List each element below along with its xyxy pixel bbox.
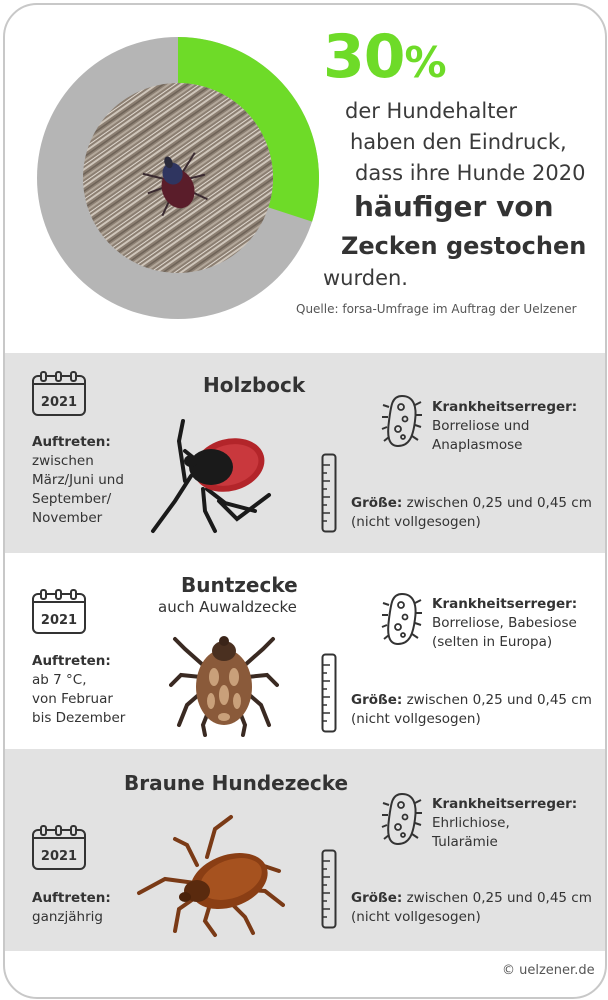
bacteria-icon <box>381 591 423 647</box>
occurrence-line: ab 7 °C, <box>32 672 87 688</box>
tick-section-buntzecke <box>5 553 605 749</box>
tick-name: Buntzecke <box>181 573 298 597</box>
pathogen-line: Tularämie <box>432 834 498 850</box>
calendar-year: 2021 <box>40 849 78 864</box>
hero-line-2: haben den Eindruck, <box>350 130 567 154</box>
hero-line-1: der Hundehalter <box>345 99 518 123</box>
tick-section-braune-hundezecke <box>5 749 605 951</box>
occurrence-line: März/Juni und <box>32 472 124 488</box>
size-line-2: (nicht vollgesogen) <box>351 514 481 530</box>
holzbock-tick-icon <box>145 381 275 539</box>
occurrence-line: ganzjährig <box>32 909 103 925</box>
bacteria-icon <box>381 393 423 449</box>
occurrence-label: Auftreten: <box>32 434 111 450</box>
tick-photo <box>83 83 273 273</box>
tick-name: Holzbock <box>203 373 306 397</box>
occurrence-line: zwischen <box>32 453 94 469</box>
pathogen-label: Krankheitserreger: <box>432 399 578 415</box>
pathogen-line: Ehrlichiose, <box>432 815 510 831</box>
size-line-1: Größe: zwischen 0,25 und 0,45 cm <box>351 692 592 708</box>
size-line-1: Größe: zwischen 0,25 und 0,45 cm <box>351 890 592 906</box>
calendar-year: 2021 <box>40 613 78 628</box>
bacteria-icon <box>381 791 423 847</box>
percent-headline: 30% <box>323 22 446 92</box>
tick-subtitle: auch Auwaldzecke <box>158 598 297 616</box>
pathogen-label: Krankheitserreger: <box>432 596 578 612</box>
pathogen-line: (selten in Europa) <box>432 634 553 650</box>
occurrence-label: Auftreten: <box>32 890 111 906</box>
pathogen-label: Krankheitserreger: <box>432 796 578 812</box>
hero-line-3: dass ihre Hunde 2020 <box>355 161 586 185</box>
pathogen-line: Borreliose, Babesiose <box>432 615 577 631</box>
occurrence-line: von Februar <box>32 691 113 707</box>
calendar-year: 2021 <box>40 395 78 410</box>
ruler-icon <box>321 849 337 929</box>
calendar-icon <box>31 371 87 417</box>
buntzecke-tick-icon <box>169 625 279 737</box>
occurrence-line: bis Dezember <box>32 710 126 726</box>
tick-section-holzbock <box>5 353 605 553</box>
size-line-2: (nicht vollgesogen) <box>351 711 481 727</box>
occurrence-line: September/ <box>32 491 112 507</box>
percentage-ring-chart <box>33 33 323 323</box>
calendar-icon <box>31 825 87 871</box>
copyright: © uelzener.de <box>502 963 595 978</box>
pathogen-line: Anaplasmose <box>432 437 523 453</box>
tick-name: Braune Hundezecke <box>124 771 349 795</box>
ruler-icon <box>321 653 337 733</box>
pathogen-line: Borreliose und <box>432 418 530 434</box>
occurrence-label: Auftreten: <box>32 653 111 669</box>
hero-highlight-2: Zecken gestochen <box>341 232 587 260</box>
ruler-icon <box>321 453 337 533</box>
size-line-1: Größe: zwischen 0,25 und 0,45 cm <box>351 495 592 511</box>
hero-last-line: wurden. <box>323 266 408 290</box>
size-line-2: (nicht vollgesogen) <box>351 909 481 925</box>
hero-highlight-1: häufiger von <box>354 190 554 223</box>
occurrence-line: November <box>32 510 103 526</box>
infographic-card <box>3 3 607 999</box>
calendar-icon <box>31 589 87 635</box>
source-note: Quelle: forsa-Umfrage im Auftrag der Uelzener <box>296 302 577 316</box>
braune-hundezecke-tick-icon <box>135 809 285 939</box>
